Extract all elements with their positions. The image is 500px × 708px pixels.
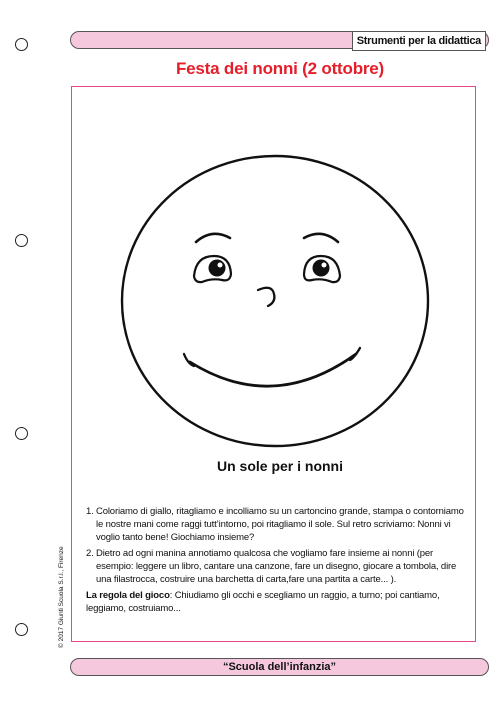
footer-bar bbox=[70, 658, 489, 676]
left-pupil bbox=[209, 260, 226, 277]
header-label: Strumenti per la didattica bbox=[352, 31, 486, 51]
header-bar bbox=[70, 31, 489, 49]
instructions-block bbox=[86, 505, 464, 615]
binder-hole-top bbox=[15, 38, 28, 51]
instruction-text: Dietro ad ogni manina annotiamo qualcosa che vogliamo fare insieme ai nonni (per esempio: leggere un libro, cantare una canzone, fare un disegno, giocare a tombola, dire una filastrocca, costruire una barchetta di carta,fare una partita a carte... ). bbox=[96, 548, 457, 585]
right-pupil-highlight bbox=[322, 263, 327, 268]
smiling-sun-face-illustration bbox=[118, 152, 432, 450]
binder-hole-lower bbox=[15, 427, 28, 440]
binder-hole-bottom bbox=[15, 623, 28, 636]
instruction-number: 2. bbox=[86, 548, 94, 559]
sun-outline bbox=[122, 156, 428, 446]
page-title: Festa dei nonni (2 ottobre) bbox=[175, 59, 385, 78]
game-rule-text: : Chiudiamo gli occhi e scegliamo un raggio, a turno; poi cantiamo, leggiamo, costruiamo... bbox=[86, 590, 440, 614]
binder-hole-upper bbox=[15, 234, 28, 247]
instruction-number: 1. bbox=[86, 506, 94, 517]
footer-label: “Scuola dell’infanzia” bbox=[222, 661, 337, 673]
instruction-item-2 bbox=[86, 547, 464, 586]
game-rule-title: La regola del gioco bbox=[86, 590, 170, 601]
instruction-item-1 bbox=[86, 505, 464, 544]
game-rule bbox=[86, 589, 464, 615]
right-pupil bbox=[313, 260, 330, 277]
instruction-text: Coloriamo di giallo, ritagliamo e incolliamo su un cartoncino grande, stampa o contorniamo le nostre mani come raggi tutt’intorno, poi ritagliamo il sole. Sul retro scriviamo: Nonni vi voglio tanto bene! Giochiamo insieme? bbox=[96, 506, 464, 543]
copyright-note: © 2017 Giunti Scuola S.r.l., Firenze bbox=[58, 546, 65, 648]
left-pupil-highlight bbox=[218, 263, 223, 268]
section-subtitle: Un sole per i nonni bbox=[216, 458, 343, 474]
